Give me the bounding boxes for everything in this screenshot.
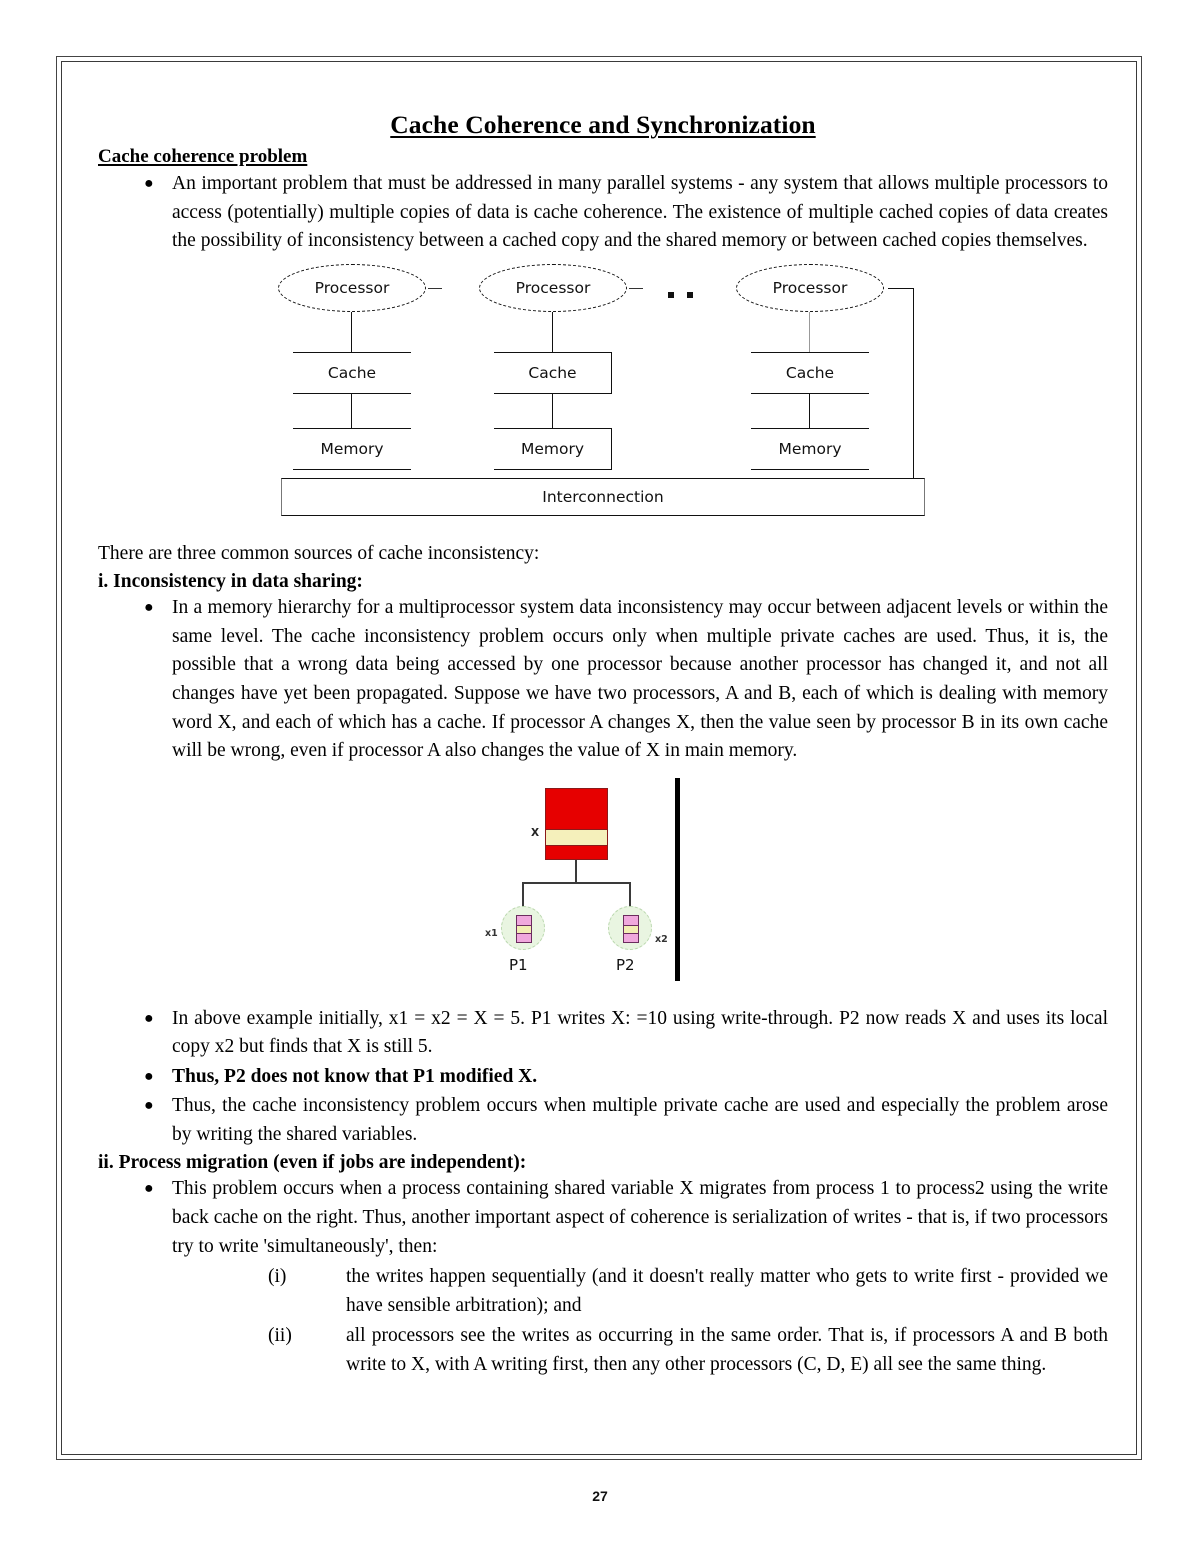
bus-link-vertical <box>913 288 914 480</box>
cache-node-2: Cache <box>494 352 612 394</box>
section-heading-item-ii: ii. Process migration (even if jobs are independent): <box>98 1152 527 1174</box>
bullet-list-item-i-continued <box>98 1005 1108 1150</box>
list-item <box>98 1063 1108 1092</box>
bullet-glyph-icon: ● <box>144 1180 154 1198</box>
roman-marker: (ii) <box>268 1325 292 1347</box>
processor-cache-node-1 <box>501 906 545 950</box>
connector-proc-cache-1 <box>351 312 352 352</box>
memory-node-2: Memory <box>494 428 612 470</box>
cache-block-band-2 <box>624 925 638 934</box>
shared-memory-block <box>545 788 608 860</box>
roman-list-item <box>98 1322 1108 1379</box>
bullet-list-item-i <box>98 594 1108 765</box>
section-heading-item-i: i. Inconsistency in data sharing: <box>98 571 363 593</box>
ellipsis-dot-icon-2 <box>687 292 693 298</box>
list-item <box>98 594 1108 765</box>
bullet-list-item-ii <box>98 1175 1108 1261</box>
figure-cache-inconsistency <box>483 778 723 983</box>
connector-cache-memory-2 <box>552 394 553 428</box>
page-title: Cache Coherence and Synchronization <box>390 110 816 139</box>
roman-list-item-text: the writes happen sequentially (and it doesn't really matter who gets to write first - provided we have sensible arbitration); and <box>346 1266 1108 1316</box>
processor-cache-node-2 <box>608 906 652 950</box>
cache-node-3: Cache <box>751 352 869 394</box>
list-item-text: Thus, the cache inconsistency problem occurs when multiple private cache are used and especially the problem arose by writing the shared variables. <box>172 1095 1108 1145</box>
page-number: 27 <box>592 1488 608 1504</box>
memory-node-3: Memory <box>751 428 869 470</box>
processor-label-p1: P1 <box>509 955 528 974</box>
list-item-text: This problem occurs when a process containing shared variable X migrates from process 1 to process2 using the write back cache on the right. Thus, another important aspect of coherence is serialization of writes - that is, if two processors try to write 'simultaneously', then: <box>172 1178 1108 1257</box>
processor-label-p2: P2 <box>616 955 635 974</box>
shared-memory-band <box>546 829 607 846</box>
bullet-glyph-icon: ● <box>144 1009 154 1027</box>
link-dash-2 <box>629 288 643 289</box>
connector-memory-trunk <box>575 860 577 882</box>
link-dash-1 <box>428 288 442 289</box>
list-item-text: Thus, P2 does not know that P1 modified X. <box>172 1065 538 1087</box>
bullet-list-intro <box>98 170 1108 256</box>
list-item <box>98 1005 1108 1062</box>
interconnection-bus: Interconnection <box>281 478 925 516</box>
cache-block-band-1 <box>517 925 531 934</box>
roman-marker: (i) <box>268 1266 287 1288</box>
roman-sublist <box>98 1263 1108 1379</box>
bullet-glyph-icon: ● <box>144 1097 154 1115</box>
roman-list-item <box>98 1263 1108 1320</box>
connector-proc-cache-2 <box>552 312 553 352</box>
processor-node-3: Processor <box>736 264 884 312</box>
cache-node-1: Cache <box>293 352 411 394</box>
roman-list-item-text: all processors see the writes as occurring in the same order. That is, if processors A and B both write to X, with A writing first, then any other processors (C, D, E) all see the same thing. <box>346 1325 1108 1375</box>
connector-cache-memory-3 <box>809 394 810 428</box>
connector-cache-memory-1 <box>351 394 352 428</box>
list-item-text: In a memory hierarchy for a multiprocessor system data inconsistency may occur between adjacent levels or within the same level. The cache inconsistency problem occurs only when multiple private caches are used. Thus, it is, the possible that a wrong data being accessed by one processor because another processor has changed it, and not all changes have yet been propagated. Suppose we have two processors, A and B, each of which is dealing with memory word X, and each of which has a cache. If processor A changes X, then the value seen by processor B in its own cache will be wrong, even if processor A also changes the value of X in main memory. <box>172 597 1108 762</box>
connector-branch-horizontal <box>522 882 631 884</box>
connector-proc-cache-3 <box>809 312 810 352</box>
shared-memory-label: X <box>531 826 540 839</box>
list-item-text: An important problem that must be addressed in many parallel systems - any system that allows multiple processors to access (potentially) multiple copies of data is cache coherence. The existence of multiple cached copies of data creates the possibility of inconsistency between a cached copy and the shared memory or between cached copies themselves. <box>172 173 1108 252</box>
ellipsis-dot-icon-1 <box>668 292 674 298</box>
memory-node-1: Memory <box>293 428 411 470</box>
list-item <box>98 170 1108 256</box>
processor-node-1: Processor <box>278 264 426 312</box>
bullet-glyph-icon: ● <box>144 175 154 192</box>
bullet-glyph-icon: ● <box>144 1067 154 1085</box>
page-content <box>98 110 1108 1381</box>
list-item <box>98 1092 1108 1149</box>
cache-label-x1: x1 <box>485 927 498 939</box>
figure-multiprocessor-architecture <box>273 264 933 526</box>
cache-block-1 <box>516 915 532 943</box>
cache-block-2 <box>623 915 639 943</box>
bus-link-horizontal <box>888 288 914 289</box>
processor-node-2: Processor <box>479 264 627 312</box>
cache-label-x2: x2 <box>655 933 668 945</box>
connector-branch-left <box>522 882 524 907</box>
intro-line: There are three common sources of cache inconsistency: <box>98 542 540 564</box>
list-item-text: In above example initially, x1 = x2 = X = 5. P1 writes X: =10 using write-through. P2 now reads X and uses its local copy x2 but finds that X is still 5. <box>172 1007 1108 1058</box>
section-heading-cache-coherence-problem: Cache coherence problem <box>98 146 308 167</box>
connector-branch-right <box>629 882 631 907</box>
bullet-glyph-icon: ● <box>144 599 154 617</box>
section-cache-coherence-problem <box>98 142 1108 256</box>
list-item <box>98 1175 1108 1261</box>
figure-divider-bar <box>675 778 680 981</box>
